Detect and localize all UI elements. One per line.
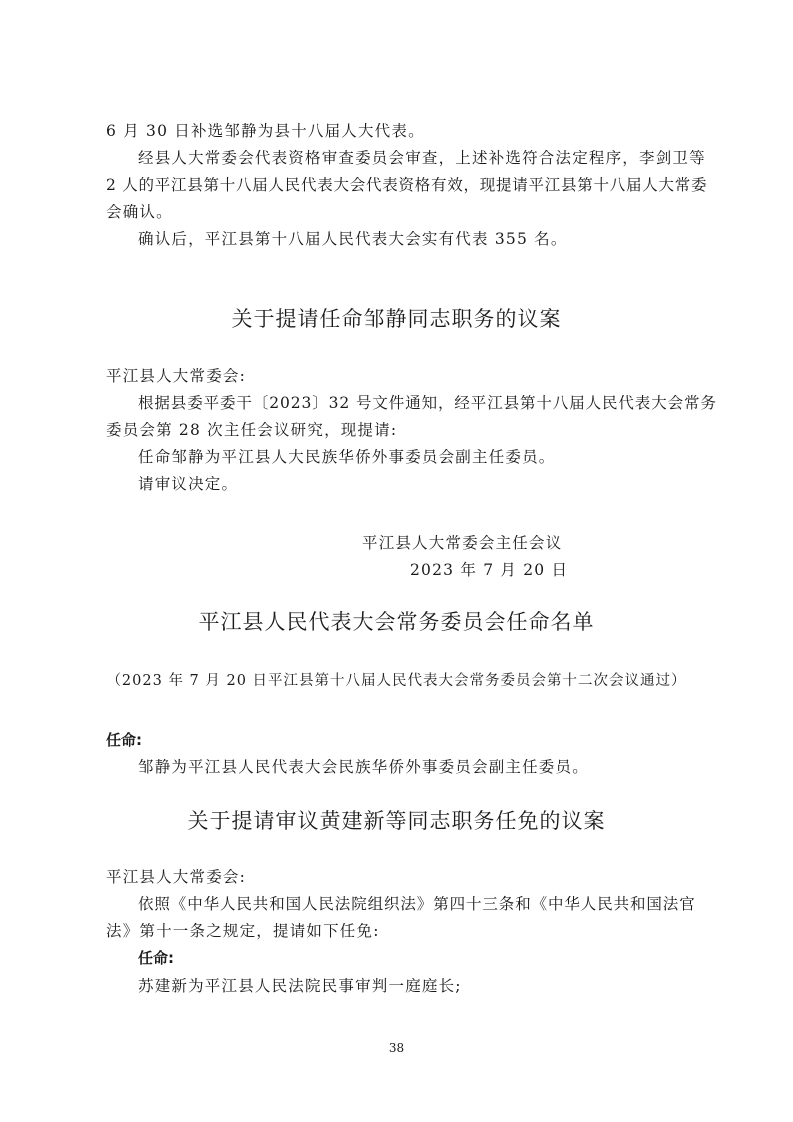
paragraph-line: 根据县委平委干〔2023〕32 号文件通知，经平江县第十八届人民代表大会常务 (138, 394, 717, 412)
addressee: 平江县人大常委会: (106, 868, 247, 886)
signature-date: 2023 年 7 月 20 日 (410, 561, 569, 579)
paragraph-line: 确认后，平江县第十八届人民代表大会实有代表 355 名。 (138, 230, 568, 248)
appointment-label: 任命: (138, 949, 174, 967)
paragraph-line: 经县人大常委会代表资格审查委员会审查，上述补选符合法定程序，李剑卫等 (138, 149, 706, 167)
paragraph-line: 依照《中华人民共和国人民法院组织法》第四十三条和《中华人民共和国法官 (138, 895, 696, 913)
signature: 平江县人大常委会主任会议 (362, 534, 563, 552)
section-title: 平江县人民代表大会常务委员会任命名单 (198, 610, 595, 634)
section-title: 关于提请审议黄建新等同志职务任免的议案 (187, 809, 606, 833)
section-title: 关于提请任命邹静同志职务的议案 (231, 307, 562, 331)
paragraph-line: 法》第十一条之规定，提请如下任免: (106, 922, 380, 940)
section-subtitle: （2023 年 7 月 20 日平江县第十八届人民代表大会常务委员会第十二次会议通过） (106, 673, 687, 689)
appointment-label: 任命: (106, 731, 142, 749)
paragraph-line: 会确认。 (106, 203, 173, 221)
paragraph-line: 6 月 30 日补选邹静为县十八届人大代表。 (106, 122, 425, 140)
paragraph-line: 请审议决定。 (138, 475, 239, 493)
paragraph-line: 任命邹静为平江县人大民族华侨外事委员会副主任委员。 (138, 448, 556, 466)
appointment-item: 邹静为平江县人民代表大会民族华侨外事委员会副主任委员。 (138, 758, 589, 776)
page-number: 38 (388, 1041, 405, 1055)
paragraph-line: 委员会第 28 次主任会议研究，现提请: (106, 421, 398, 439)
appointment-item: 苏建新为平江县人民法院民事审判一庭庭长; (138, 977, 462, 995)
addressee: 平江县人大常委会: (106, 367, 247, 385)
paragraph-line: 2 人的平江县第十八届人民代表大会代表资格有效，现提请平江县第十八届人大常委 (106, 176, 708, 194)
